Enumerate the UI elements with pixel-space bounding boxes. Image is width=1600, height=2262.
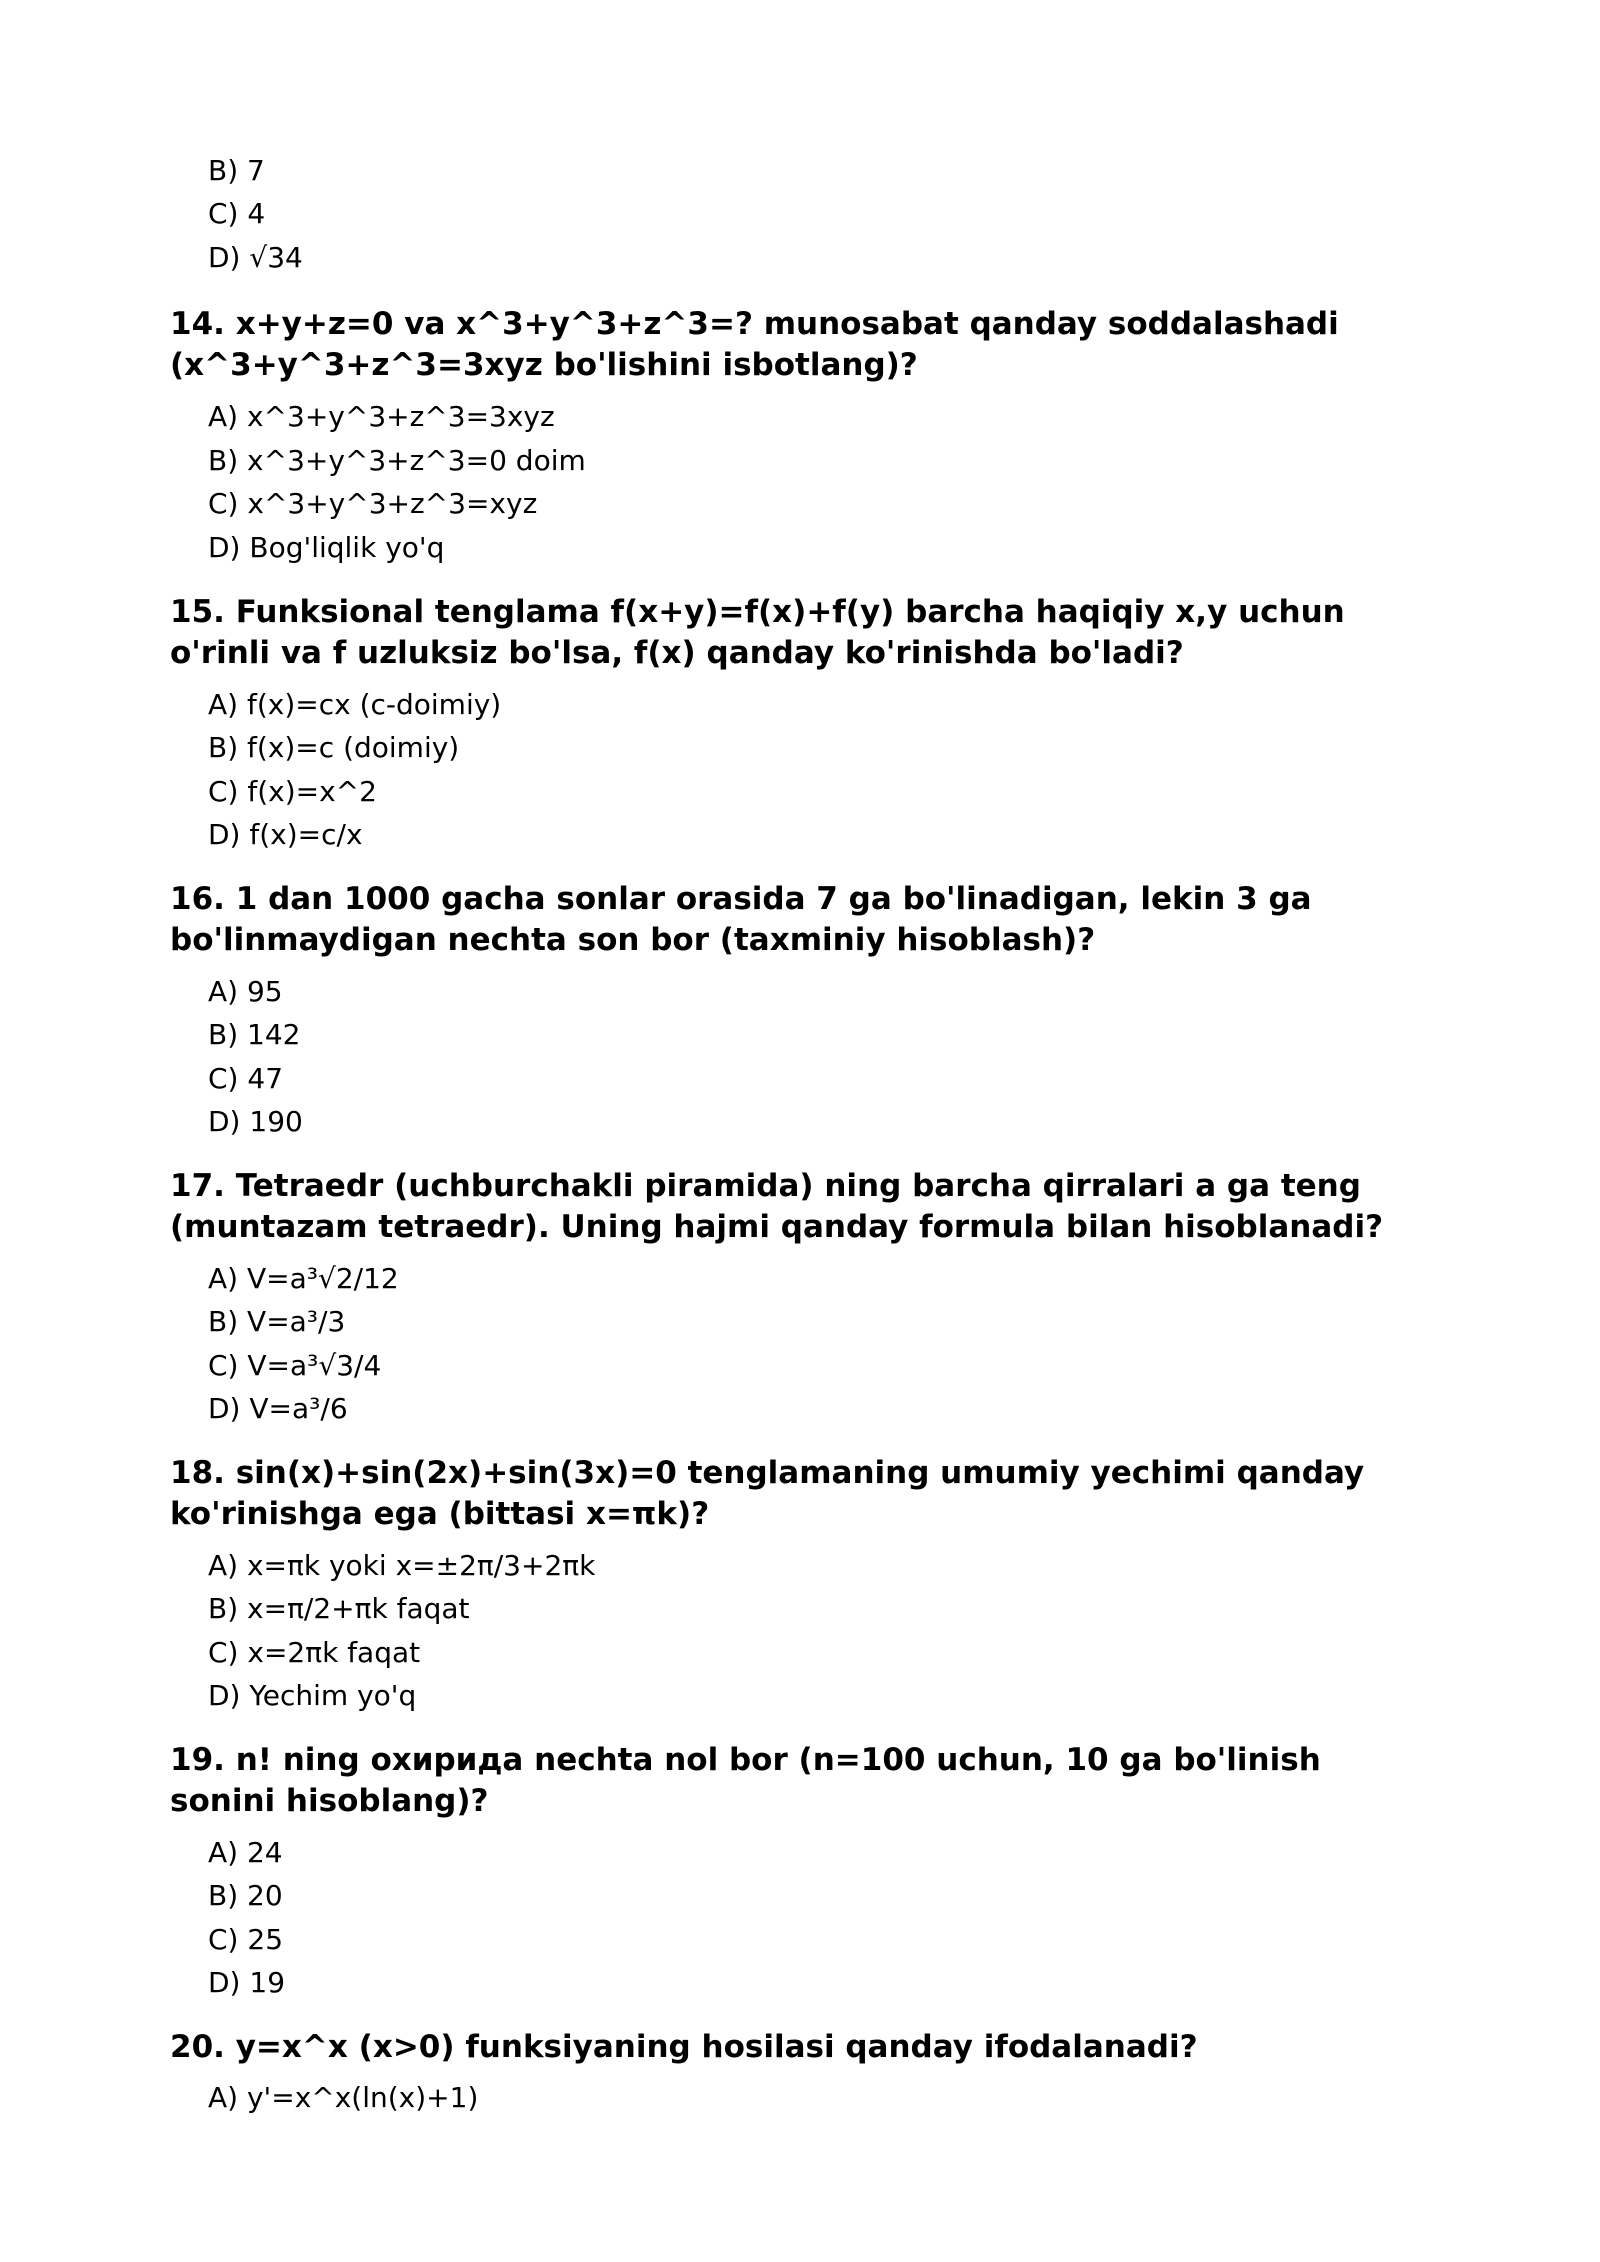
question-20: 20. y=x^x (x>0) funksiyaning hosilasi qanday ifodalanadi? [170, 2029, 1198, 2065]
option-text: C) f(x)=x^2 [208, 775, 377, 808]
question-15: 15. Funksional tenglama f(x+y)=f(x)+f(y) barcha haqiqiy x,y uchun o'rinli va f uzluksiz bo'lsa, f(x) qanday ko'rinishda bo'ladi? [170, 594, 1345, 671]
option-text: D) 19 [208, 1966, 286, 1999]
option-text: A) x^3+y^3+z^3=3xyz [208, 400, 555, 433]
option-text: B) V=a³/3 [208, 1305, 346, 1338]
option-text: D) Bog'liqlik yo'q [208, 531, 445, 564]
option-text: D) Yechim yo'q [208, 1679, 417, 1712]
option-text: A) 95 [208, 975, 283, 1008]
option-text: C) 25 [208, 1923, 284, 1956]
option-text: A) 24 [208, 1836, 283, 1869]
option-text: A) f(x)=cx (c-doimiy) [208, 688, 502, 721]
question-19: 19. n! ning охирида nechta nol bor (n=100 uchun, 10 ga bo'linish sonini hisoblang)? [170, 1742, 1321, 1819]
option-text: C) x=2πk faqat [208, 1636, 421, 1669]
option-text: C) x^3+y^3+z^3=xyz [208, 487, 538, 520]
option-text: D) √34 [208, 241, 303, 274]
option-text: B) 20 [208, 1879, 283, 1912]
option-text: B) 142 [208, 1018, 301, 1051]
question-18: 18. sin(x)+sin(2x)+sin(3x)=0 tenglamaning umumiy yechimi qanday ko'rinishga ega (bittasi x=πk)? [170, 1455, 1365, 1532]
option-text: C) 4 [208, 197, 266, 230]
option-text: C) 47 [208, 1062, 284, 1095]
option-text: D) V=a³/6 [208, 1392, 348, 1425]
question-16: 16. 1 dan 1000 gacha sonlar orasida 7 ga bo'linadigan, lekin 3 ga bo'linmaydigan nechta son bor (taxminiy hisoblash)? [170, 881, 1312, 958]
option-text: D) f(x)=c/x [208, 818, 363, 851]
option-text: B) x^3+y^3+z^3=0 doim [208, 444, 586, 477]
question-17: 17. Tetraedr (uchburchakli piramida) ning barcha qirralari a ga teng (muntazam tetraedr). Uning hajmi qanday formula bilan hisoblanadi? [170, 1168, 1384, 1245]
option-text: D) 190 [208, 1105, 303, 1138]
question-14: 14. x+y+z=0 va x^3+y^3+z^3=? munosabat qanday soddalashadi (x^3+y^3+z^3=3xyz bo'lishini isbotlang)? [170, 306, 1339, 383]
option-text: B) 7 [208, 154, 265, 187]
option-text: A) V=a³√2/12 [208, 1262, 399, 1295]
option-text: C) V=a³√3/4 [208, 1349, 382, 1382]
option-text: B) x=π/2+πk faqat [208, 1592, 470, 1625]
option-text: B) f(x)=c (doimiy) [208, 731, 460, 764]
option-text: A) y'=x^x(ln(x)+1) [208, 2081, 479, 2114]
option-text: A) x=πk yoki x=±2π/3+2πk [208, 1549, 596, 1582]
